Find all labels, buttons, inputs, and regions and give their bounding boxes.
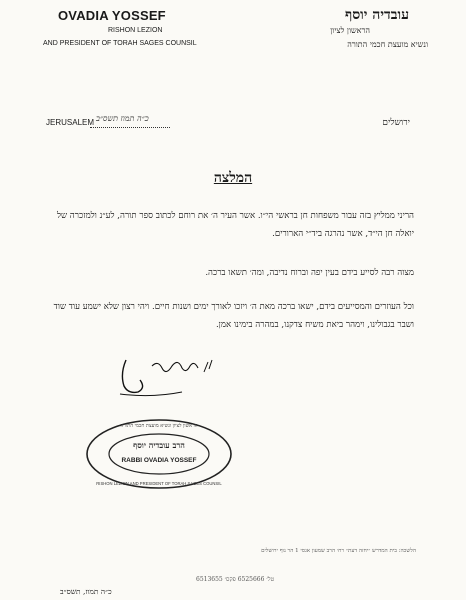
letter-paragraph-3: וכל העוזרים והמסייעים בידם, ישאו ברכה מאת ה׳ ויזכו לאורך ימים ושנות חיים. ויהי רצון שלא ישמע עוד שוד ושבר בגבולינו, וימהר ביאת משיח צדקנו, במהרה בימינו אמן.: [53, 302, 414, 330]
svg-text:הראשון לציון ונשיא מועצת חכמי: הראשון לציון ונשיא מועצת חכמי התורה: [120, 423, 198, 429]
letter-paragraph-1: הריני ממליץ בזה עבור משפחות חן בראשי הי״ו. אשר העיר ה׳ את רוחם לכתוב ספר תורה, לע״נ ולמזכרה של יואלה חן הי״ד, אשר נהרגה ביד״י הארורים.: [56, 211, 414, 239]
letter-paragraph-2: מצוה רבה לסייע בידם בעין יפה וברוח נדיבה, ומה׳ תשאו ברכה.: [205, 268, 414, 278]
letterhead-name-he: עובדיה יוסף: [344, 7, 409, 23]
letterhead-rishon-en: RISHON LEZION: [108, 27, 163, 34]
letterhead-president-en: AND PRESIDENT OF TORAH SAGES COUNSIL: [43, 40, 197, 47]
bottom-date: כ״ה תמוז, תשס״ב: [60, 587, 112, 596]
letterhead-rishon-he: הראשון לציון: [330, 26, 370, 35]
handwritten-signature: [112, 354, 222, 400]
dateline-city-he: ירושלים: [382, 118, 410, 128]
svg-text:RISHON LEZION AND PRESIDENT OF: RISHON LEZION AND PRESIDENT OF TORAH SAGES COUNSIL: [96, 481, 222, 486]
official-seal: [84, 418, 234, 490]
svg-text:הרב עובדיה יוסף: הרב עובדיה יוסף: [133, 440, 185, 450]
letterhead-name-en: OVADIA YOSSEF: [58, 8, 166, 23]
dateline-city-en: JERUSALEM: [46, 118, 95, 127]
letter-title: המלצה: [213, 170, 253, 186]
letterhead-president-he: ונשיא מועצת חכמי התורה: [347, 40, 428, 49]
dateline-handwritten-date: כ״ה תמוז תשס״ב: [96, 114, 149, 123]
footer-phones: טל׳ 6525666 פקס׳ 6513655: [196, 576, 275, 583]
dateline-rule: [90, 127, 170, 128]
footer-address: הלשכה: בית המדרש ״יחזה דעת״ רח׳ הרב שמעון אגסי 1 הר נוף ירושלים: [261, 548, 416, 554]
svg-text:RABBI OVADIA YOSSEF: RABBI OVADIA YOSSEF: [121, 457, 197, 464]
